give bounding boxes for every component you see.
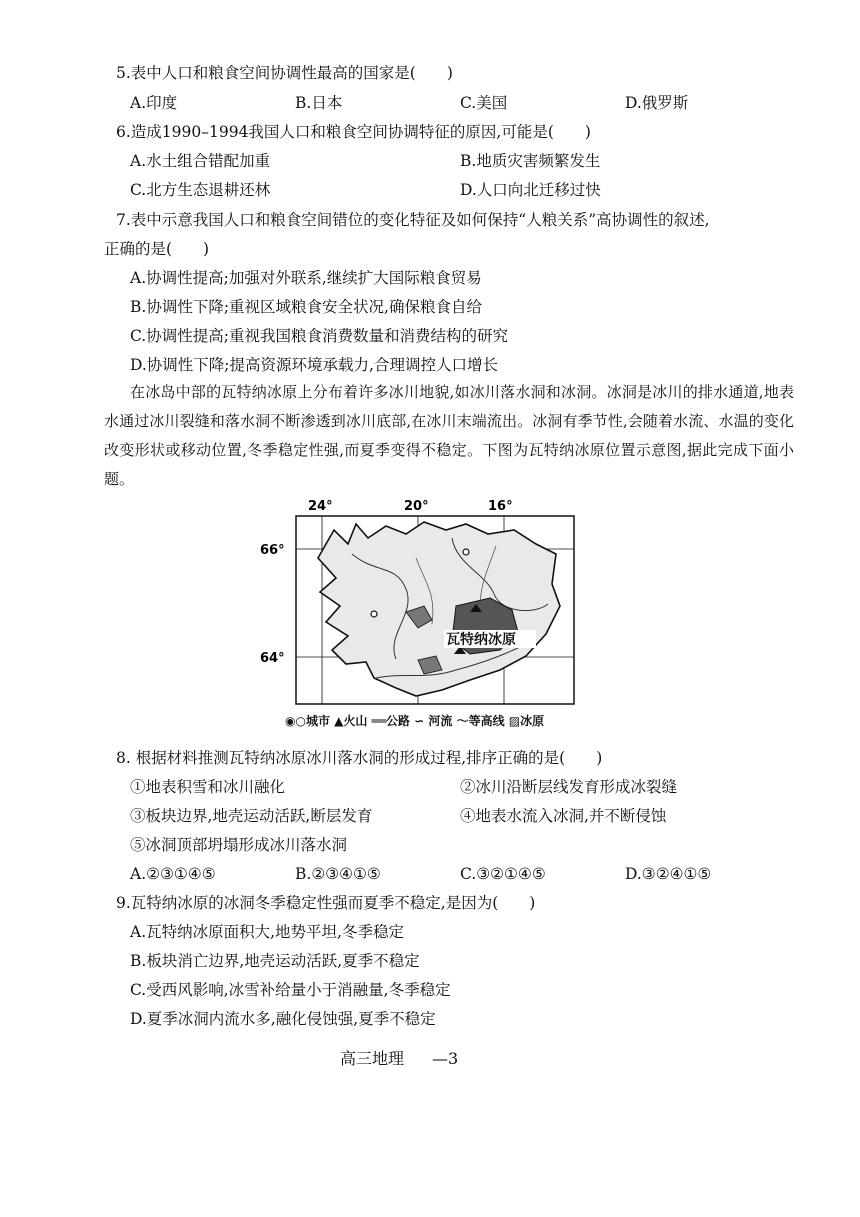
footer-page-number: —3 xyxy=(432,1049,459,1068)
question-8-stem: 8. 根据材料推测瓦特纳冰原冰川落水洞的形成过程,排序正确的是( ) xyxy=(116,749,603,767)
lon-label-24: 24° xyxy=(308,499,333,514)
option-c: C.③②①④⑤ xyxy=(460,865,546,883)
question-9-option-c: C.受西风影响,冰雪补给量小于消融量,冬季稳定 xyxy=(130,981,451,999)
lat-label-66: 66° xyxy=(260,543,285,558)
lat-label-64: 64° xyxy=(260,651,285,666)
question-7-option-b: B.协调性下降;重视区域粮食安全状况,确保粮食自给 xyxy=(130,298,482,316)
option-c: C.北方生态退耕还林 xyxy=(130,181,271,199)
question-8-options xyxy=(130,863,790,885)
option-d: D.俄罗斯 xyxy=(625,94,689,112)
glacier-label: 瓦特纳冰原 xyxy=(446,632,516,648)
map-legend: ◉○城市 ▲火山 ══公路 ∽ 河流 ～等高线 ▨冰原 xyxy=(285,714,545,728)
question-9-option-d: D.夏季冰洞内流水多,融化侵蚀强,夏季不稳定 xyxy=(130,1010,436,1028)
page-footer xyxy=(340,1046,458,1069)
question-5-options xyxy=(130,92,790,114)
question-6-options-row1 xyxy=(130,150,790,172)
option-a: A.②③①④⑤ xyxy=(130,865,216,883)
step-1: ①地表积雪和冰川融化 xyxy=(130,778,286,796)
map-figure xyxy=(256,494,596,734)
question-7-option-d: D.协调性下降;提高资源环境承载力,合理调控人口增长 xyxy=(130,356,498,374)
question-6-options-row2 xyxy=(130,179,790,201)
question-8-step-5: ⑤冰洞顶部坍塌形成冰川落水洞 xyxy=(130,836,348,854)
option-b: B.地质灾害频繁发生 xyxy=(460,152,601,170)
option-d: D.③②④①⑤ xyxy=(625,865,712,883)
question-7-stem-line2: 正确的是( ) xyxy=(104,240,210,258)
question-9-stem: 9.瓦特纳冰原的冰洞冬季稳定性强而夏季不稳定,是因为( ) xyxy=(116,894,536,912)
question-8-steps-row2 xyxy=(130,805,790,827)
city-icon xyxy=(371,611,377,617)
footer-subject: 高三地理 xyxy=(340,1049,405,1068)
question-6-stem: 6.造成1990–1994我国人口和粮食空间协调特征的原因,可能是( ) xyxy=(116,123,591,141)
option-c: C.美国 xyxy=(460,94,508,112)
option-a: A.印度 xyxy=(130,94,178,112)
question-8-steps-row1 xyxy=(130,776,790,798)
step-4: ④地表水流入冰洞,并不断侵蚀 xyxy=(460,807,667,825)
city-icon xyxy=(463,549,469,555)
vatnajokull-location-map xyxy=(256,494,596,734)
question-5-stem: 5.表中人口和粮食空间协调性最高的国家是( ) xyxy=(116,64,453,82)
option-b: B.日本 xyxy=(295,94,343,112)
question-7-stem-line1: 7.表中示意我国人口和粮食空间错位的变化特征及如何保持“人粮关系”高协调性的叙述, xyxy=(116,211,710,229)
option-d: D.人口向北迁移过快 xyxy=(460,181,601,199)
question-9-option-b: B.板块消亡边界,地壳运动活跃,夏季不稳定 xyxy=(130,952,420,970)
option-a: A.水土组合错配加重 xyxy=(130,152,271,170)
lon-label-20: 20° xyxy=(404,499,429,514)
question-9-option-a: A.瓦特纳冰原面积大,地势平坦,冬季稳定 xyxy=(130,923,404,941)
lon-label-16: 16° xyxy=(488,499,513,514)
question-7-option-c: C.协调性提高;重视我国粮食消费数量和消费结构的研究 xyxy=(130,327,508,345)
step-3: ③板块边界,地壳运动活跃,断层发育 xyxy=(130,807,373,825)
option-b: B.②③④①⑤ xyxy=(295,865,381,883)
question-7-option-a: A.协调性提高;加强对外联系,继续扩大国际粮食贸易 xyxy=(130,269,482,287)
step-2: ②冰川沿断层线发育形成冰裂缝 xyxy=(460,778,678,796)
material-paragraph: 在冰岛中部的瓦特纳冰原上分布着许多冰川地貌,如冰川落水洞和冰洞。冰洞是冰川的排水通道,地表水通过冰川裂缝和落水洞不断渗透到冰川底部,在冰川末端流出。冰洞有季节性,会随着水流、水温的变化改变形状或移动位置,冬季稳定性强,而夏季变得不稳定。下图为瓦特纳冰原位置示意图,据此完成下面小题。 xyxy=(104,383,794,488)
